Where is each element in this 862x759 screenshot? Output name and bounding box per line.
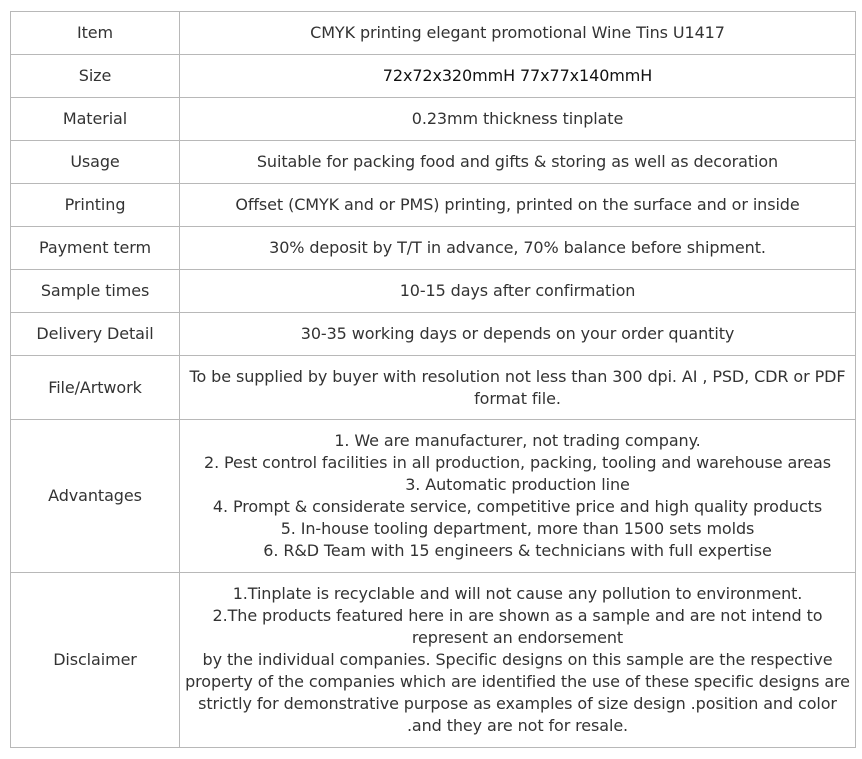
size-label: Size	[11, 55, 180, 98]
advantage-line: 2. Pest control facilities in all production, packing, tooling and warehouse areas	[204, 453, 831, 472]
material-label: Material	[11, 98, 180, 141]
advantages-value	[180, 420, 856, 573]
printing-value: Offset (CMYK and or PMS) printing, printed on the surface and or inside	[180, 184, 856, 227]
table-row-payment-term	[11, 227, 856, 270]
payment-term-label: Payment term	[11, 227, 180, 270]
table-row-material	[11, 98, 856, 141]
advantage-line: 4. Prompt & considerate service, competitive price and high quality products	[212, 497, 823, 516]
table-row-sample-times	[11, 270, 856, 313]
size-value: 72x72x320mmH 77x77x140mmH	[180, 55, 856, 98]
table-row-usage	[11, 141, 856, 184]
table-row-delivery-detail	[11, 313, 856, 356]
printing-label: Printing	[11, 184, 180, 227]
usage-label: Usage	[11, 141, 180, 184]
table-row-disclaimer	[11, 573, 856, 748]
table-row-printing	[11, 184, 856, 227]
advantage-line: 1. We are manufacturer, not trading company.	[334, 431, 701, 450]
payment-term-value: 30% deposit by T/T in advance, 70% balance before shipment.	[180, 227, 856, 270]
advantages-label: Advantages	[11, 420, 180, 573]
advantage-line: 5. In-house tooling department, more than 1500 sets molds	[280, 519, 755, 538]
disclaimer-line: by the individual companies. Specific designs on this sample are the respective property of the companies which are identified the use of these specific designs are strictly for demonstrative purpose as examples of size design .position and color .and they are not for resale.	[185, 650, 850, 735]
advantage-line: 3. Automatic production line	[405, 475, 630, 494]
item-value: CMYK printing elegant promotional Wine Tins U1417	[180, 12, 856, 55]
disclaimer-label: Disclaimer	[11, 573, 180, 748]
disclaimer-line: 1.Tinplate is recyclable and will not cause any pollution to environment.	[232, 584, 803, 603]
sample-times-label: Sample times	[11, 270, 180, 313]
file-artwork-label: File/Artwork	[11, 356, 180, 420]
table-row-advantages	[11, 420, 856, 573]
material-value: 0.23mm thickness tinplate	[180, 98, 856, 141]
delivery-detail-value: 30-35 working days or depends on your order quantity	[180, 313, 856, 356]
table-row-size	[11, 55, 856, 98]
file-artwork-value: To be supplied by buyer with resolution not less than 300 dpi. AI , PSD, CDR or PDF format file.	[180, 356, 856, 420]
disclaimer-line: 2.The products featured here in are shown as a sample and are not intend to represent an endorsement	[212, 606, 823, 647]
delivery-detail-label: Delivery Detail	[11, 313, 180, 356]
sample-times-value: 10-15 days after confirmation	[180, 270, 856, 313]
disclaimer-value	[180, 573, 856, 748]
item-label: Item	[11, 12, 180, 55]
table-row-file-artwork	[11, 356, 856, 420]
usage-value: Suitable for packing food and gifts & storing as well as decoration	[180, 141, 856, 184]
table-row-item	[11, 12, 856, 55]
product-spec-table	[10, 11, 856, 748]
advantage-line: 6. R&D Team with 15 engineers & technicians with full expertise	[263, 541, 772, 560]
